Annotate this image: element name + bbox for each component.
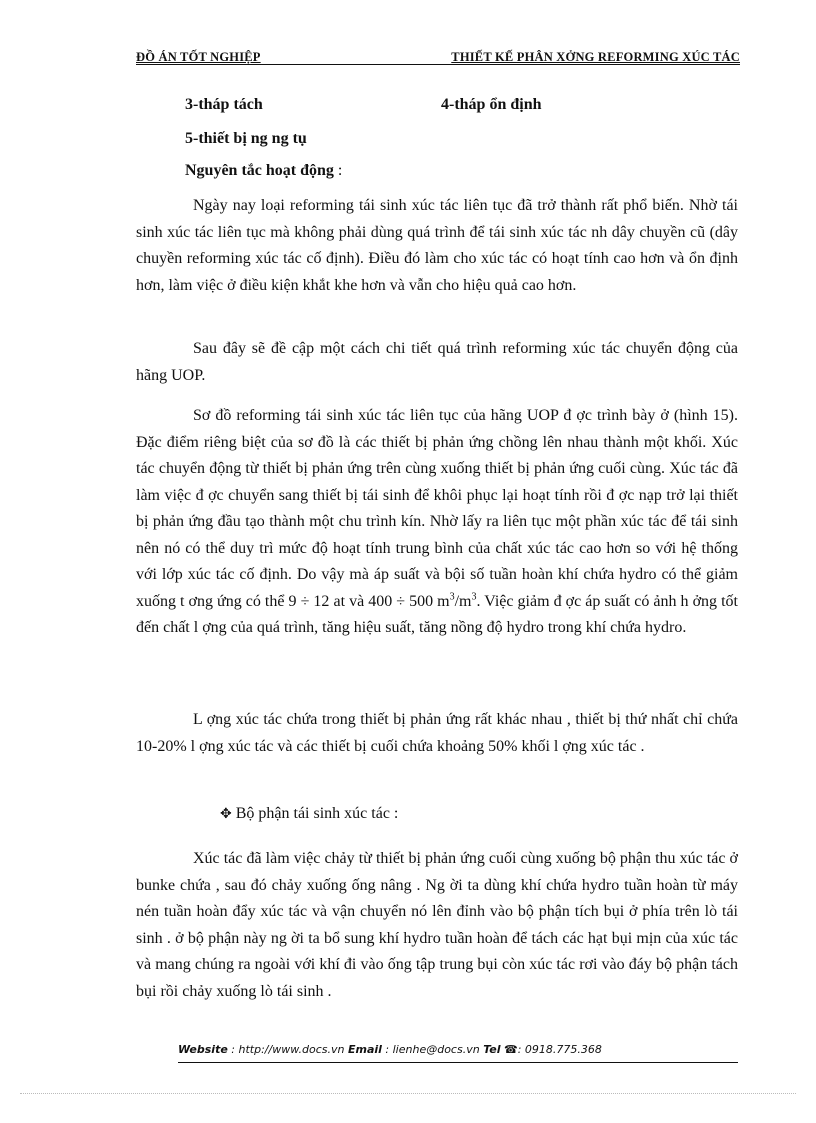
page-header (136, 50, 740, 66)
item-5-condenser: 5-thiết bị ng ng tụ (185, 130, 307, 147)
footer-tel-value: : 0918.775.368 (517, 1043, 602, 1056)
footer-website-label: Website (178, 1043, 228, 1056)
principle-label: Nguyên tắc hoạt động (185, 162, 334, 179)
paragraph-1: Ngày nay loại reforming tái sinh xúc tác liên tục đã trở thành rất phổ biến. Nhờ tái sinh xúc tác liên tục mà không phải dùng quá trình để tái sinh xúc tác nh dây chuyền cũ (dây chuyền reforming xúc tác cố định). Điều đó làm cho xúc tác có hoạt tính cao hơn và ổn định hơn, làm việc ở điều kiện khắt khe hơn và vẫn cho hiệu quả cao hơn. (136, 197, 738, 294)
footer-email-value: : lienhe@docs.vn (381, 1043, 484, 1056)
header-right-title: THIẾT KẾ PHÂN XỞNG REFORMING XÚC TÁC (451, 50, 740, 64)
per-unit: /m (454, 592, 472, 610)
paragraph-3-part-b: . Việc giảm đ ợc áp suất có ảnh h ởng tốt đến chất l ợng của quá trình, tăng hiệu suất, tăng nồng độ hydro trong khí chứa hydro. (136, 592, 739, 636)
page-bottom-dotted-border (20, 1093, 796, 1094)
footer-rule (178, 1062, 738, 1063)
phone-icon: ☎ (504, 1043, 518, 1056)
diamond-bullet-icon: ✥ (220, 806, 232, 822)
item-3-separator: 3-tháp tách (185, 96, 263, 113)
bullet-heading (220, 805, 398, 823)
paragraph-5: Xúc tác đã làm việc chảy từ thiết bị phản ứng cuối cùng xuống bộ phận thu xúc tác ở bunke chứa , sau đó chảy xuống ống nâng . Ng ời ta dùng khí chứa hydro tuần hoàn từ máy nén tuần hoàn đẩy xúc tác và vận chuyển nó lên đỉnh vào bộ phận tích bụi ở phía trên lò tái sinh . ở bộ phận này ng ời ta bổ sung khí hydro tuần hoàn để tách các hạt bụi mịn của xúc tác và mang chúng ra ngoài với khí đi vào ống tập trung bụi còn xúc tác rơi vào đáy bộ phận tách bụi rồi chảy xuống lò tái sinh . (136, 850, 738, 1000)
paragraph-3 (136, 403, 738, 642)
footer-tel-label: Tel (483, 1043, 501, 1056)
footer-website-value: : http://www.docs.vn (227, 1043, 348, 1056)
header-rule (136, 64, 740, 65)
bullet-text: Bộ phận tái sinh xúc tác : (235, 805, 399, 822)
superscript-2: 3 (471, 591, 477, 603)
footer-email-label: Email (347, 1043, 382, 1056)
superscript-1: 3 (449, 591, 455, 603)
principle-heading (185, 162, 342, 180)
paragraph-3-part-a: Sơ đồ reforming tái sinh xúc tác liên tục của hãng UOP đ ợc trình bày ở (hình 15). Đặc điểm riêng biệt của sơ đồ là các thiết bị phản ứng chồng lên nhau thành một khối. Xúc tác chuyển động từ thiết bị phản ứng trên cùng xuống thiết bị phản ứng cuối cùng. Xúc tác đã làm việc đ ợc chuyển sang thiết bị tái sinh để khôi phục lại hoạt tính rồi đ ợc nạp trở lại thiết bị phản ứng đầu tạo thành một chu trình kín. Nhờ lấy ra liên tục một phần xúc tác để tái sinh nên nó có thể duy trì mức độ hoạt tính trung bình của chất xúc tác cao hơn so với hệ thống với lớp xúc tác cố định. Do vậy mà áp suất và bội số tuần hoàn khí chứa hydro có thể giảm xuống t ơng ứng có thể 9 ÷ 12 at và 400 ÷ 500 m (136, 407, 738, 610)
paragraph-4: L ợng xúc tác chứa trong thiết bị phản ứng rất khác nhau , thiết bị thứ nhất chỉ chứa 10-20% l ợng xúc tác và các thiết bị cuối chứa khoảng 50% khối l ợng xúc tác . (136, 711, 738, 755)
paragraph-2: Sau đây sẽ đề cập một cách chi tiết quá trình reforming xúc tác chuyển động của hãng UOP. (136, 340, 738, 384)
page-footer (178, 1043, 738, 1056)
item-4-stabilizer: 4-tháp ổn định (441, 96, 542, 113)
principle-suffix: : (333, 162, 343, 179)
header-left-title: ĐỒ ÁN TỐT NGHIỆP (136, 50, 261, 64)
